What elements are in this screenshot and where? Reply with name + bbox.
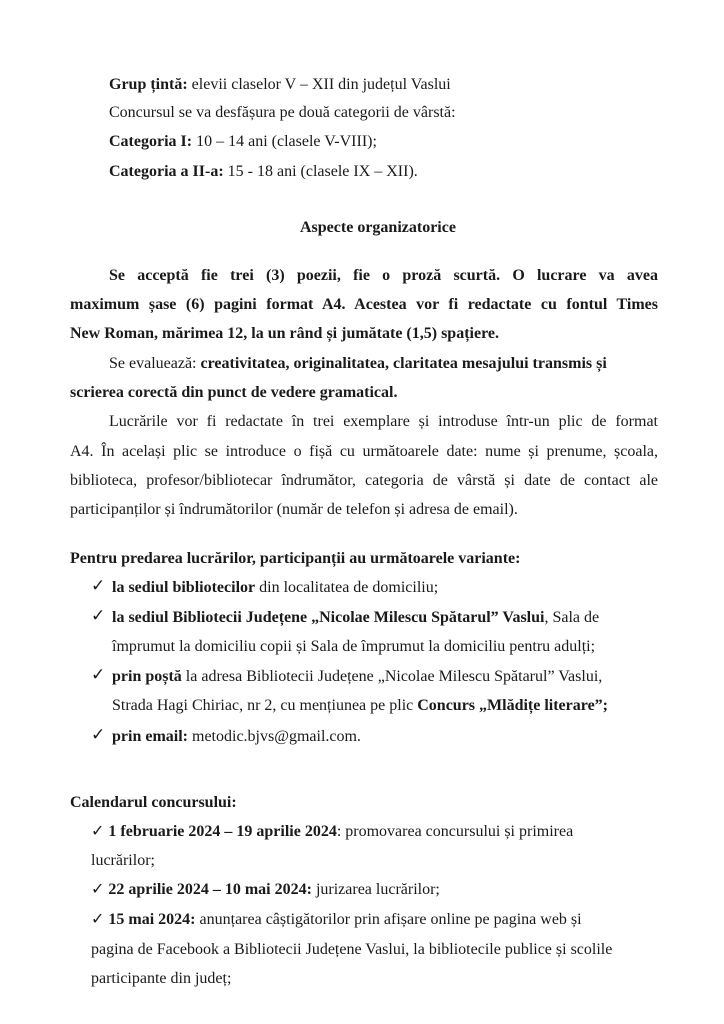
submission-line-1: Lucrările vor fi redactate în trei exemplare și introduse într-un plic de format (109, 413, 658, 430)
delivery-option-3-bold: prin poștă (112, 668, 182, 685)
target-group-text: elevii claselor V – XII din județul Vaslui (187, 76, 451, 93)
section-title (300, 218, 456, 237)
delivery-option-1-bold: la sediul bibliotecilor (112, 579, 256, 596)
delivery-option-3-text: la adresa Bibliotecii Județene „Nicolae Milescu Spătarul” Vaslui, (181, 668, 603, 685)
delivery-option-4-bold: prin email: (112, 728, 188, 745)
checkmark-icon: ✓ (91, 881, 105, 898)
target-group-label: Grup țintă: (109, 76, 188, 93)
delivery-option-3-address: Strada Hagi Chiriac, nr 2, cu mențiunea pe plic (112, 697, 418, 714)
evaluation-line-1 (109, 354, 607, 373)
checkmark-icon: ✓ (91, 606, 106, 625)
calendar-item-3-text: anunțarea câștigătorilor prin afișare online pe pagina web și (195, 911, 582, 928)
categories-intro: Concursul se va desfășura pe două categorii de vârstă: (109, 104, 456, 121)
calendar-item-1-text: : promovarea concursului și primirea (336, 823, 574, 840)
submission-line-4: participanților și îndrumătorilor (număr de telefon și adresa de email). (70, 501, 518, 518)
calendar-item-3-line-3: participante din județ; (91, 970, 232, 987)
delivery-option-1-text: din localitatea de domiciliu; (255, 579, 439, 596)
target-group-line (109, 75, 451, 94)
category-1-line (109, 132, 377, 151)
section-title-text: Aspecte organizatorice (300, 219, 456, 236)
category-2-text: 15 - 18 ani (clasele IX – XII). (223, 163, 418, 180)
calendar-item-1 (91, 822, 573, 841)
checkmark-icon: ✓ (91, 823, 105, 840)
calendar-item-2 (91, 880, 440, 899)
calendar-item-1-date: 1 februarie 2024 – 19 aprilie 2024 (108, 823, 337, 840)
evaluation-line-2: scrierea corectă din punct de vedere gramatical. (70, 384, 398, 401)
calendar-item-2-date: 22 aprilie 2024 – 10 mai 2024: (108, 881, 312, 898)
rules-line-3: New Roman, mărimea 12, la un rând și jumătate (1,5) spațiere. (70, 325, 499, 342)
submission-line-2: A4. În același plic se introduce o fișă cu următoarele date: nume și prenume, școala, (70, 443, 658, 460)
checkmark-icon: ✓ (91, 725, 106, 744)
category-2-line (109, 162, 418, 181)
delivery-option-3 (112, 667, 602, 686)
delivery-option-2 (112, 608, 599, 627)
calendar-item-3-line-2: pagina de Facebook a Bibliotecii Județene Vaslui, la bibliotecile publice și scolile (91, 941, 613, 958)
delivery-option-2-bold: la sediul Bibliotecii Județene „Nicolae Milescu Spătarul” Vaslui (112, 609, 545, 626)
category-1-label: Categoria I: (109, 133, 193, 150)
delivery-option-2-line-2: împrumut la domiciliu copii și Sala de împrumut la domiciliu pentru adulți; (112, 638, 596, 655)
submission-line-3: biblioteca, profesor/bibliotecar îndrumător, categoria de vârstă și date de contact ale (70, 472, 658, 489)
evaluation-prefix: Se evaluează: (109, 355, 201, 372)
delivery-option-4 (112, 727, 361, 746)
calendar-item-3 (91, 910, 582, 929)
delivery-heading: Pentru predarea lucrărilor, participanții au următoarele variante: (70, 550, 521, 567)
category-2-label: Categoria a II-a: (109, 163, 224, 180)
delivery-option-3-line-2 (112, 696, 608, 715)
checkmark-icon: ✓ (91, 665, 106, 684)
checkmark-icon: ✓ (91, 911, 105, 928)
checkmark-icon: ✓ (91, 576, 106, 595)
rules-line-1: Se acceptă fie trei (3) poezii, fie o proză scurtă. O lucrare va avea (109, 267, 658, 284)
calendar-item-2-text: jurizarea lucrărilor; (311, 881, 440, 898)
evaluation-criteria: creativitatea, originalitatea, claritatea mesajului transmis și (200, 355, 607, 372)
contest-name: Concurs „Mlădițe literare”; (417, 697, 608, 714)
rules-line-2: maximum șase (6) pagini format A4. Acestea vor fi redactate cu fontul Times (70, 296, 658, 313)
delivery-option-2-text: , Sala de (544, 609, 600, 626)
calendar-item-3-date: 15 mai 2024: (108, 911, 196, 928)
calendar-heading: Calendarul concursului: (70, 794, 237, 811)
calendar-item-1-line-2: lucrărilor; (91, 852, 155, 869)
delivery-option-1 (112, 578, 438, 597)
category-1-text: 10 – 14 ani (clasele V-VIII); (192, 133, 377, 150)
contact-email: metodic.bjvs@gmail.com. (188, 728, 361, 745)
